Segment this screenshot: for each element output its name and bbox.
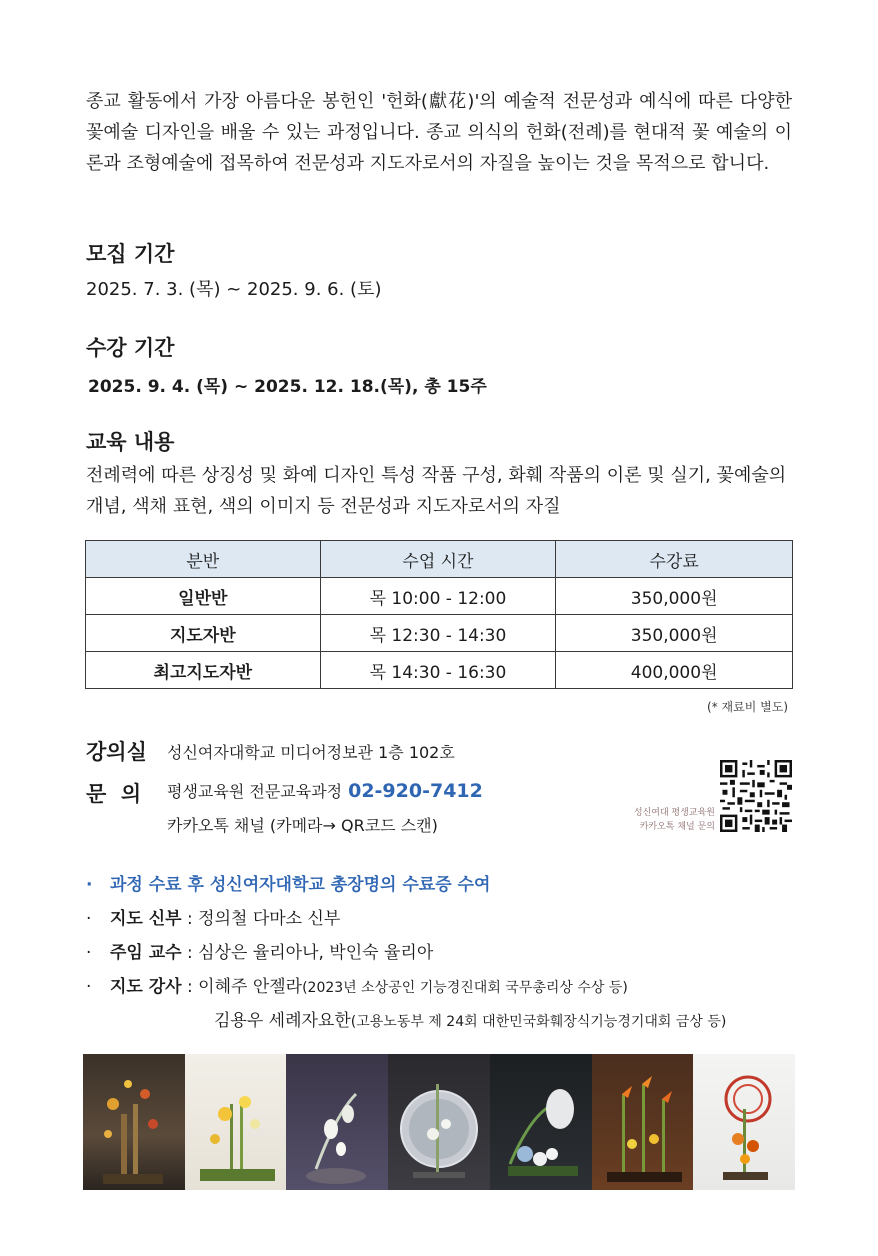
class-name-cell: 지도자반: [86, 615, 321, 652]
flower-arrangement-image: [693, 1054, 795, 1190]
recruit-period: 2025. 7. 3. (목) ~ 2025. 9. 6. (토): [86, 279, 382, 300]
edu-content: 전례력에 따른 상징성 및 화예 디자인 특성 작품 구성, 화훼 작품의 이론 및 실기, 꽃예술의 개념, 색채 표현, 색의 이미지 등 전문성과 지도자로서의 자질: [86, 465, 787, 517]
qr-caption: [605, 806, 715, 834]
table-row: [86, 615, 793, 652]
edu-title: 교육 내용: [86, 430, 175, 454]
professor-value: : 심상은 율리아나, 박인숙 율리아: [187, 943, 434, 963]
room-label: 강의실: [86, 740, 147, 764]
bullet-dot-icon: ·: [86, 909, 92, 929]
priest-value: : 정의철 다마소 신부: [187, 909, 341, 929]
flower-arrangement-photo: [693, 1054, 795, 1190]
list-item: [86, 972, 628, 997]
kakao-instruction: 카카오톡 채널 (카메라→ QR코드 스캔): [167, 816, 438, 835]
list-item: [214, 1006, 726, 1031]
flower-arrangement-photo: [388, 1054, 490, 1190]
flower-arrangement-photo: [592, 1054, 694, 1190]
table-header-cell: 분반: [86, 541, 321, 578]
flower-arrangement-photo: [185, 1054, 287, 1190]
instructor-2-note: (고용노동부 제 24회 대한민국화훼장식기능경기대회 금상 등): [350, 1014, 727, 1030]
class-name-cell: 일반반: [86, 578, 321, 615]
flower-arrangement-photo: [286, 1054, 388, 1190]
flower-arrangement-image: [388, 1054, 490, 1190]
class-name-cell: 최고지도자반: [86, 652, 321, 689]
class-fee-cell: 400,000원: [556, 652, 793, 689]
class-time-cell: 목 10:00 - 12:00: [320, 578, 556, 615]
bullet-dot-icon: ·: [86, 875, 93, 895]
table-row: [86, 578, 793, 615]
instructor-label: 지도 강사: [110, 977, 182, 997]
flower-photo-strip: [83, 1054, 795, 1190]
material-fee-note: (* 재료비 별도): [707, 700, 788, 714]
qr-caption-line: 성신여대 평생교육원: [633, 808, 715, 818]
contact-line: [167, 779, 483, 802]
flower-arrangement-image: [83, 1054, 185, 1190]
list-item: [86, 904, 340, 929]
bullet-dot-icon: ·: [86, 977, 92, 997]
fee-table: [85, 540, 793, 689]
table-header-cell: 수강료: [556, 541, 793, 578]
course-period: 2025. 9. 4. (목) ~ 2025. 12. 18.(목), 총 15주: [88, 377, 487, 397]
flower-arrangement-image: [286, 1054, 388, 1190]
list-item: [86, 870, 490, 895]
contact-org: 평생교육원 전문교육과정: [167, 782, 343, 801]
class-time-cell: 목 14:30 - 16:30: [320, 652, 556, 689]
table-header-row: [86, 541, 793, 578]
contact-label: 문 의: [86, 782, 142, 806]
recruit-title: 모집 기간: [86, 242, 175, 266]
flower-arrangement-photo: [83, 1054, 185, 1190]
table-row: [86, 652, 793, 689]
qr-caption-line: 카카오톡 채널 문의: [639, 822, 715, 832]
class-fee-cell: 350,000원: [556, 578, 793, 615]
table-header-cell: 수업 시간: [320, 541, 556, 578]
instructor-1-name: : 이혜주 안젤라: [187, 977, 303, 997]
instructor-1-note: (2023년 소상공인 기능경진대회 국무총리상 수상 등): [302, 980, 628, 996]
flower-arrangement-image: [490, 1054, 592, 1190]
flower-arrangement-photo: [490, 1054, 592, 1190]
contact-phone[interactable]: 02-920-7412: [348, 780, 483, 802]
intro-paragraph: 종교 활동에서 가장 아름다운 봉헌인 '헌화(獻花)'의 예술적 전문성과 예식에 따른 다양한 꽃예술 디자인을 배울 수 있는 과정입니다. 종교 의식의 헌화(전례)를 현대적 꽃 예술의 이론과 조형예술에 접목하여 전문성과 지도자로서의 자질을 높이는 것을 목적으로 합니다.: [86, 91, 792, 174]
room-value: 성신여자대학교 미디어정보관 1층 102호: [167, 743, 455, 762]
course-title: 수강 기간: [86, 336, 175, 360]
class-fee-cell: 350,000원: [556, 615, 793, 652]
professor-label: 주임 교수: [110, 943, 182, 963]
instructor-2-name: 김용우 세례자요한: [214, 1011, 351, 1031]
flower-arrangement-image: [592, 1054, 694, 1190]
priest-label: 지도 신부: [110, 909, 182, 929]
qr-code-icon[interactable]: [720, 760, 792, 832]
class-time-cell: 목 12:30 - 14:30: [320, 615, 556, 652]
bullet-dot-icon: ·: [86, 943, 92, 963]
certificate-text: 과정 수료 후 성신여자대학교 총장명의 수료증 수여: [110, 875, 491, 895]
flower-arrangement-image: [185, 1054, 287, 1190]
list-item: [86, 938, 433, 963]
